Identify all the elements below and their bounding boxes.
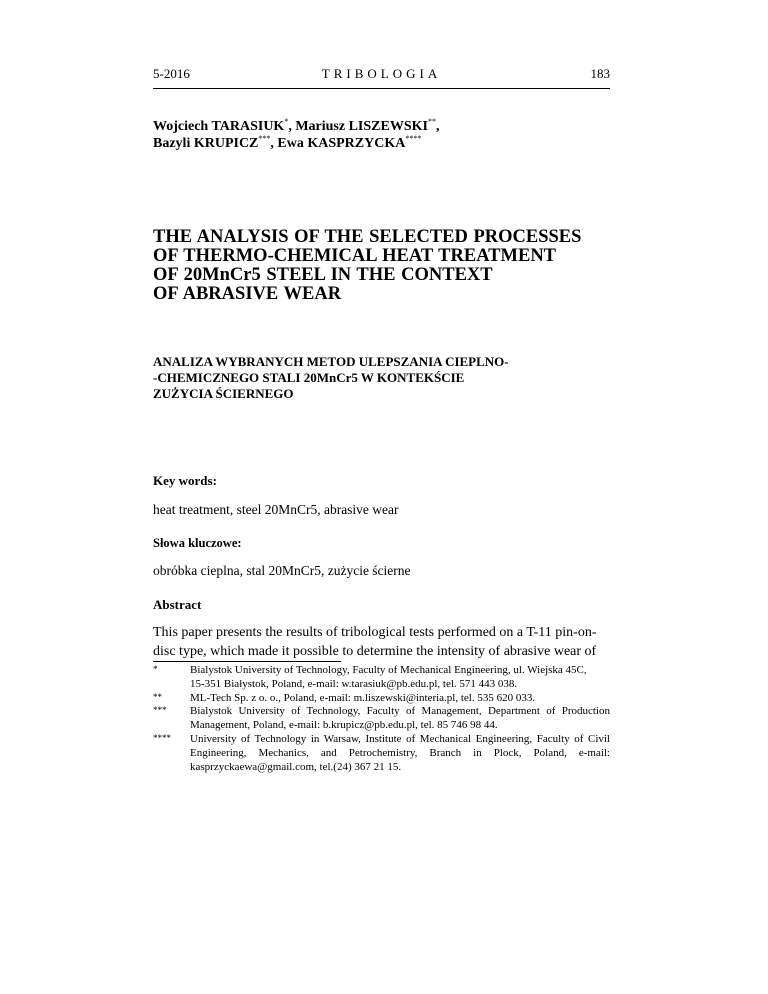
polish-keywords-heading: Słowa kluczowe:: [153, 536, 242, 550]
author-name: Wojciech TARASIUK: [153, 119, 285, 134]
author-line-1: [153, 118, 610, 135]
author-separator: ,: [288, 119, 296, 134]
footnote: [153, 664, 610, 692]
title-line: OF THERMO-CHEMICAL HEAT TREATMENT: [153, 246, 557, 266]
abstract-line: disc type, which made it possible to determine the intensity of abrasive wear of: [153, 644, 597, 659]
polish-keywords-text: obróbka cieplna, stal 20MnCr5, zużycie ścierne: [153, 563, 411, 578]
footnotes: [153, 664, 610, 774]
header-page-number: 183: [590, 66, 610, 81]
author-name: Bazyli KRUPICZ: [153, 136, 259, 151]
author-name: Ewa KASPRZYCKA: [277, 136, 406, 151]
footnote-mark: **: [153, 691, 162, 702]
author-affiliation-mark: *: [284, 117, 289, 126]
footnote-mark: *: [153, 664, 158, 674]
polish-title-line: -CHEMICZNEGO STALI 20MnCr5 W KONTEKŚCIE: [153, 370, 465, 385]
author-affiliation-mark: ***: [258, 134, 271, 143]
footnote-line: Management, Poland, e-mail: b.krupicz@pb.edu.pl, tel. 85 746 98 44.: [190, 719, 498, 732]
author-affiliation-mark: **: [427, 117, 436, 126]
polish-title-line: ANALIZA WYBRANYCH METOD ULEPSZANIA CIEPLNO-: [153, 354, 509, 369]
footnote-line: Engineering, Mechanics, and Petrochemistry, Branch in Plock, Poland, e-mail:: [190, 746, 610, 759]
paper-title: [153, 228, 610, 304]
footnote: [153, 733, 610, 774]
author-separator: ,: [270, 136, 278, 151]
title-line: OF ABRASIVE WEAR: [153, 284, 342, 304]
polish-title-line: ZUŻYCIA ŚCIERNEGO: [153, 386, 294, 401]
footnote-line: University of Technology in Warsaw, Institute of Mechanical Engineering, Faculty of Civil: [190, 732, 610, 745]
title-line: OF 20MnCr5 STEEL IN THE CONTEXT: [153, 265, 493, 285]
footnote-mark: ***: [153, 705, 167, 716]
abstract-text: [153, 623, 610, 661]
keywords-text: heat treatment, steel 20MnCr5, abrasive wear: [153, 502, 399, 517]
footnote: [153, 705, 610, 733]
footnote-line: Bialystok University of Technology, Faculty of Management, Department of Production: [190, 705, 610, 718]
abstract-line: This paper presents the results of tribological tests performed on a T-11 pin-on-: [153, 625, 597, 640]
keywords-heading: Key words:: [153, 473, 217, 488]
header-journal: TRIBOLOGIA: [321, 66, 442, 81]
footnote-line: kasprzyckaewa@gmail.com, tel.(24) 367 21 15.: [190, 760, 402, 773]
author-affiliation-mark: ****: [405, 134, 422, 143]
footnote-line: 15-351 Białystok, Poland, e-mail: w.tarasiuk@pb.edu.pl, tel. 571 443 038.: [190, 677, 518, 690]
author-list: [153, 118, 610, 152]
author-line-2: [153, 135, 610, 152]
title-line: THE ANALYSIS OF THE SELECTED PROCESSES: [153, 227, 582, 247]
author-name: Mariusz LISZEWSKI: [295, 119, 428, 134]
footnote-mark: ****: [153, 732, 171, 743]
footnote-rule: [153, 661, 341, 662]
footnote-line: Bialystok University of Technology, Faculty of Mechanical Engineering, ul. Wiejska 45C,: [190, 664, 587, 676]
running-header: [153, 62, 610, 89]
author-separator: ,: [435, 119, 440, 134]
footnote: [153, 692, 610, 706]
header-issue: 5-2016: [153, 66, 190, 81]
footnote-line: ML-Tech Sp. z o. o., Poland, e-mail: m.liszewski@interia.pl, tel. 535 620 033.: [190, 691, 536, 704]
polish-title: [153, 354, 610, 402]
abstract-heading: Abstract: [153, 597, 202, 612]
